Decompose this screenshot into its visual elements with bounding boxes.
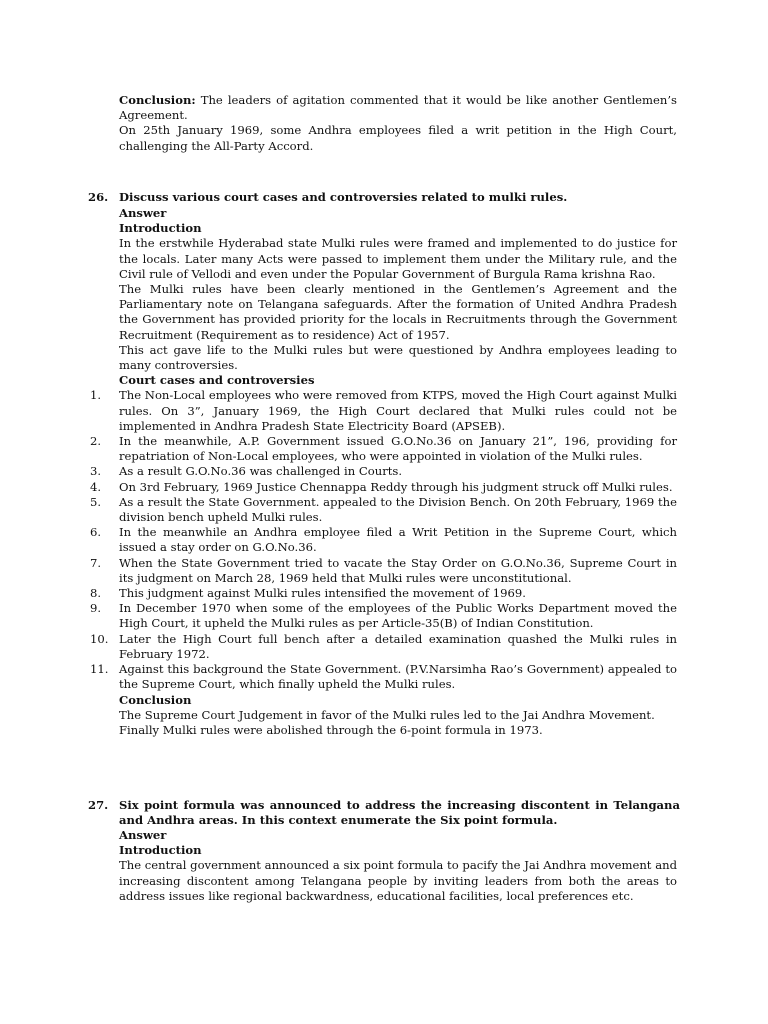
list-item (90, 464, 677, 479)
item-text: When the State Government tried to vacate the Stay Order on G.O.No.36, Supreme Court in its judgment on March 28, 1969 held that Mulki rules were unconstitutional. (119, 555, 677, 585)
question-number: 27. (88, 798, 109, 812)
conclusion-paragraph (119, 93, 677, 123)
item-text: Later the High Court full bench after a detailed examination quashed the Mulki rules in February 1972. (119, 631, 677, 661)
item-text: In December 1970 when some of the employees of the Public Works Department moved the High Court, it upheld the Mulki rules as per Article-35(B) of Indian Constitution. (119, 601, 677, 631)
question-27-answer (119, 828, 677, 904)
court-cases-label: Court cases and controversies (119, 373, 315, 388)
list-item (90, 495, 677, 525)
item-number: 3. (90, 464, 102, 479)
introduction-label: Introduction (119, 221, 202, 236)
list-item (90, 632, 677, 662)
item-number: 6. (90, 525, 102, 540)
list-item (90, 601, 677, 631)
item-number: 2. (90, 434, 102, 449)
conclusion-paragraph: The Supreme Court Judgement in favor of the Mulki rules led to the Jai Andhra Movement. (119, 707, 655, 722)
question-26-answer (90, 206, 677, 738)
item-text: The Non-Local employees who were removed from KTPS, moved the High Court against Mulki rules. On 3”, January 1969, the High Court declared that Mulki rules could not be implemented in Andhra Pradesh State Electricity Board (APSEB). (119, 388, 677, 433)
intro-paragraph: This act gave life to the Mulki rules but were questioned by Andhra employees leading to many controversies. (119, 342, 677, 373)
previous-answer-conclusion (119, 93, 677, 154)
list-item (90, 556, 677, 586)
list-item (90, 525, 677, 555)
conclusion-text: The leaders of agitation commented that it would be like another Gentlemen’s Agreement. (119, 93, 677, 123)
court-cases-list (90, 388, 677, 692)
item-number: 1. (90, 388, 102, 403)
question-27-heading (88, 798, 680, 828)
item-number: 11. (90, 662, 109, 677)
intro-paragraph: The central government announced a six point formula to pacify the Jai Andhra movement and increasing discontent among Telangana people by inviting leaders from both the areas to address issues like regional backwardness, educational facilities, local preferences etc. (119, 858, 677, 903)
question-text: Discuss various court cases and controversies related to mulki rules. (119, 190, 568, 204)
question-text: Six point formula was announced to address the increasing discontent in Telangana and Andhra areas. In this context enumerate the Six point formula. (119, 798, 680, 828)
item-number: 10. (90, 631, 109, 646)
item-text: In the meanwhile an Andhra employee filed a Writ Petition in the Supreme Court, which issued a stay order on G.O.No.36. (119, 525, 677, 555)
item-number: 4. (90, 479, 102, 494)
conclusion-label: Conclusion: (119, 93, 196, 107)
list-item (90, 662, 677, 692)
list-item (90, 388, 677, 434)
item-text: Against this background the State Government. (P.V.Narsimha Rao’s Government) appealed to the Supreme Court, which finally upheld the Mulki rules. (119, 662, 677, 692)
question-number: 26. (88, 190, 109, 204)
intro-paragraph: In the erstwhile Hyderabad state Mulki rules were framed and implemented to do justice for the locals. Later many Acts were passed to implement them under the Military rule, and the Civil rule of Vellodi and even under the Popular Government of Burgula Rama krishna Rao. (119, 236, 677, 281)
list-item (90, 434, 677, 464)
item-number: 8. (90, 586, 102, 601)
writ-petition-paragraph: On 25th January 1969, some Andhra employees filed a writ petition in the High Court, challenging the All-Party Accord. (119, 123, 677, 153)
conclusion-paragraph: Finally Mulki rules were abolished through the 6-point formula in 1973. (119, 722, 543, 737)
item-number: 9. (90, 601, 102, 616)
item-text: On 3rd February, 1969 Justice Chennappa Reddy through his judgment struck off Mulki rules. (119, 479, 673, 494)
item-text: In the meanwhile, A.P. Government issued G.O.No.36 on January 21”, 196, providing for repatriation of Non-Local employees, who were appointed in violation of the Mulki rules. (119, 434, 677, 464)
list-item (90, 480, 677, 495)
answer-label: Answer (119, 828, 167, 842)
item-text: As a result G.O.No.36 was challenged in Courts. (119, 464, 403, 479)
list-item (90, 586, 677, 601)
conclusion-label: Conclusion (119, 692, 192, 707)
item-text: This judgment against Mulki rules intensified the movement of 1969. (119, 586, 526, 601)
item-number: 5. (90, 494, 102, 509)
intro-paragraph: The Mulki rules have been clearly mentioned in the Gentlemen’s Agreement and the Parliamentary note on Telangana safeguards. After the formation of United Andhra Pradesh the Government has provided priority for the locals in Recruitments through the Government Recruitment (Requirement as to residence) Act of 1957. (119, 282, 677, 342)
answer-label: Answer (119, 206, 167, 220)
introduction-label: Introduction (119, 843, 202, 858)
question-26-heading (88, 190, 680, 205)
item-number: 7. (90, 555, 102, 570)
item-text: As a result the State Government. appealed to the Division Bench. On 20th February, 1969 the division bench upheld Mulki rules. (119, 494, 677, 525)
